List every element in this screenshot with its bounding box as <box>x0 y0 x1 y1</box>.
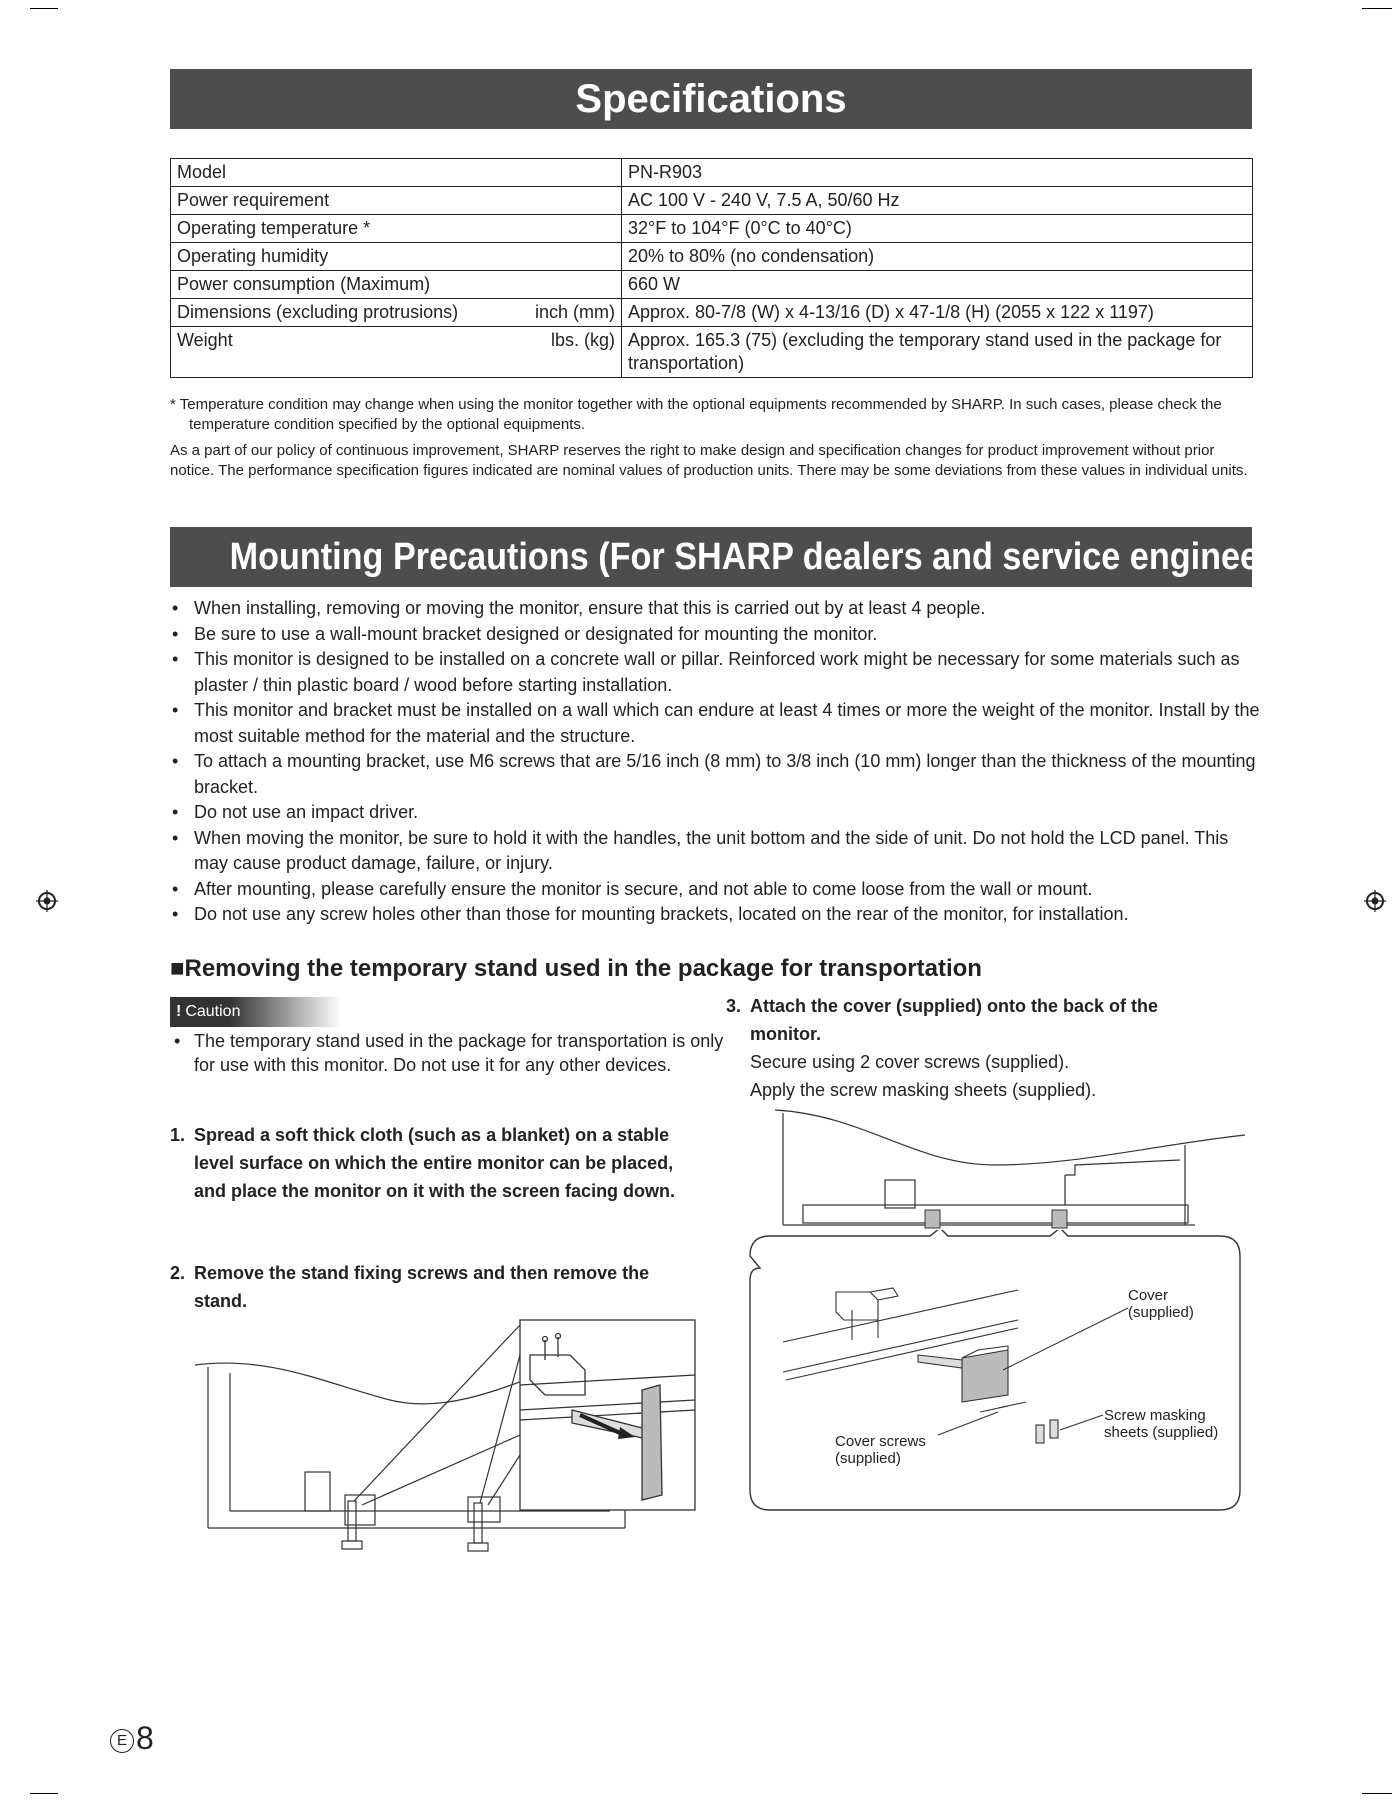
caution-text: • The temporary stand used in the package for transportation is only for use with this monitor. Do not use it for any other devices. <box>170 1029 734 1077</box>
step-1 <box>170 1121 700 1205</box>
table-row <box>171 187 1253 215</box>
list-item: • After mounting, please carefully ensure the monitor is secure, and not able to come loose from the wall or mount. <box>170 877 1260 903</box>
crop-mark <box>1362 1793 1392 1794</box>
language-mark: E <box>110 1729 134 1753</box>
table-row <box>171 243 1253 271</box>
registration-mark-icon <box>36 890 58 912</box>
cover-screws-label: Cover screws <box>835 1433 926 1450</box>
spec-value: AC 100 V - 240 V, 7.5 A, 50/60 Hz <box>622 187 1253 215</box>
list-item: • Be sure to use a wall-mount bracket designed or designated for mounting the monitor. <box>170 622 1260 648</box>
list-item: • This monitor and bracket must be installed on a wall which can endure at least 4 times or more the weight of the monitor. Install by the most suitable method for the material and the structure. <box>170 698 1260 749</box>
crop-mark <box>30 1793 58 1794</box>
spec-value: 20% to 80% (no condensation) <box>622 243 1253 271</box>
list-item: • When installing, removing or moving the monitor, ensure that this is carried out by at least 4 people. <box>170 596 1260 622</box>
step-sub-text: Secure using 2 cover screws (supplied). <box>750 1052 1070 1072</box>
specifications-table <box>170 158 1253 378</box>
list-item: • When moving the monitor, be sure to hold it with the handles, the unit bottom and the side of unit. Do not hold the LCD panel. This may cause product damage, failure, or injury. <box>170 826 1260 877</box>
spec-unit: lbs. (kg) <box>550 330 615 350</box>
mounting-precautions-heading <box>170 527 1303 587</box>
policy-note: As a part of our policy of continuous improvement, SHARP reserves the right to make design and specification changes for product improvement without prior notice. The performance specification figures indicated are nominal values of production units. There may be some deviations from these values in individual units. <box>170 442 1248 479</box>
spec-label: Model <box>171 159 622 187</box>
table-row <box>171 215 1253 243</box>
table-row <box>171 299 1253 327</box>
spec-label: Operating temperature * <box>171 215 622 243</box>
table-row <box>171 271 1253 299</box>
step-sub-text: Apply the screw masking sheets (supplied). <box>750 1080 1097 1100</box>
table-row <box>171 159 1253 187</box>
step-number: 2. <box>170 1263 186 1283</box>
temperature-footnote: * Temperature condition may change when using the monitor together with the optional equipments recommended by SHARP. In such cases, please check the temperature condition specified by the optional equipments. <box>170 396 1222 433</box>
page-number <box>110 1718 154 1758</box>
caution-label: Caution <box>185 1003 241 1020</box>
mounting-title-text: Mounting Precautions (For SHARP dealers and service engineers) <box>229 536 1303 578</box>
step-number: 3. <box>726 996 742 1016</box>
step-text: Remove the stand fixing screws and then remove the stand. <box>194 1263 650 1311</box>
list-item: • This monitor is designed to be installed on a concrete wall or pillar. Reinforced work might be necessary for some materials such as plaster / thin plastic board / wood before starting installation. <box>170 647 1260 698</box>
cover-screws-label: (supplied) <box>835 1450 901 1467</box>
cover-position-illustration <box>775 1105 1250 1235</box>
spec-value: Approx. 165.3 (75) (excluding the temporary stand used in the package for transportation) <box>622 327 1253 378</box>
step-text: Spread a soft thick cloth (such as a blanket) on a stable level surface on which the entire monitor can be placed, and place the monitor on it with the screen facing down. <box>194 1125 676 1201</box>
caution-badge <box>170 997 341 1027</box>
remove-stand-illustration <box>190 1315 700 1560</box>
screw-masking-label: sheets (supplied) <box>1104 1424 1219 1441</box>
spec-value: 32°F to 104°F (0°C to 40°C) <box>622 215 1253 243</box>
list-item: • Do not use any screw holes other than those for mounting brackets, located on the rear of the monitor, for installation. <box>170 902 1260 928</box>
exclamation-icon: ! <box>176 1003 182 1020</box>
screw-masking-label: Screw masking <box>1104 1407 1206 1424</box>
spec-value: Approx. 80-7/8 (W) x 4-13/16 (D) x 47-1/8 (H) (2055 x 122 x 1197) <box>622 299 1253 327</box>
spec-value: PN-R903 <box>622 159 1253 187</box>
spec-label: Operating humidity <box>171 243 622 271</box>
cover-label: (supplied) <box>1128 1304 1194 1321</box>
spec-label: Dimensions (excluding protrusions) inch (mm) <box>171 299 622 327</box>
spec-value: 660 W <box>622 271 1253 299</box>
table-row <box>171 327 1253 378</box>
specifications-heading: Specifications <box>170 69 1252 129</box>
registration-mark-icon <box>1364 890 1386 912</box>
step-2 <box>170 1259 700 1315</box>
list-item: • Do not use an impact driver. <box>170 800 1260 826</box>
cover-detail-illustration <box>748 1230 1243 1513</box>
list-item: • To attach a mounting bracket, use M6 screws that are 5/16 inch (8 mm) to 3/8 inch (10 mm) longer than the thickness of the mounting bracket. <box>170 749 1260 800</box>
mounting-precautions-list <box>170 596 1260 928</box>
spec-label: Weight lbs. (kg) <box>171 327 622 378</box>
page-number-value: 8 <box>136 1720 154 1756</box>
removing-stand-heading: ■Removing the temporary stand used in the package for transportation <box>170 955 982 982</box>
spec-unit: inch (mm) <box>535 302 615 322</box>
spec-label: Power requirement <box>171 187 622 215</box>
crop-mark <box>1362 8 1392 9</box>
cover-label: Cover <box>1128 1287 1169 1304</box>
spec-label: Power consumption (Maximum) <box>171 271 622 299</box>
step-text: Attach the cover (supplied) onto the back of the monitor. <box>750 996 1159 1044</box>
crop-mark <box>30 8 58 9</box>
step-number: 1. <box>170 1125 186 1145</box>
step-3 <box>726 992 1226 1104</box>
